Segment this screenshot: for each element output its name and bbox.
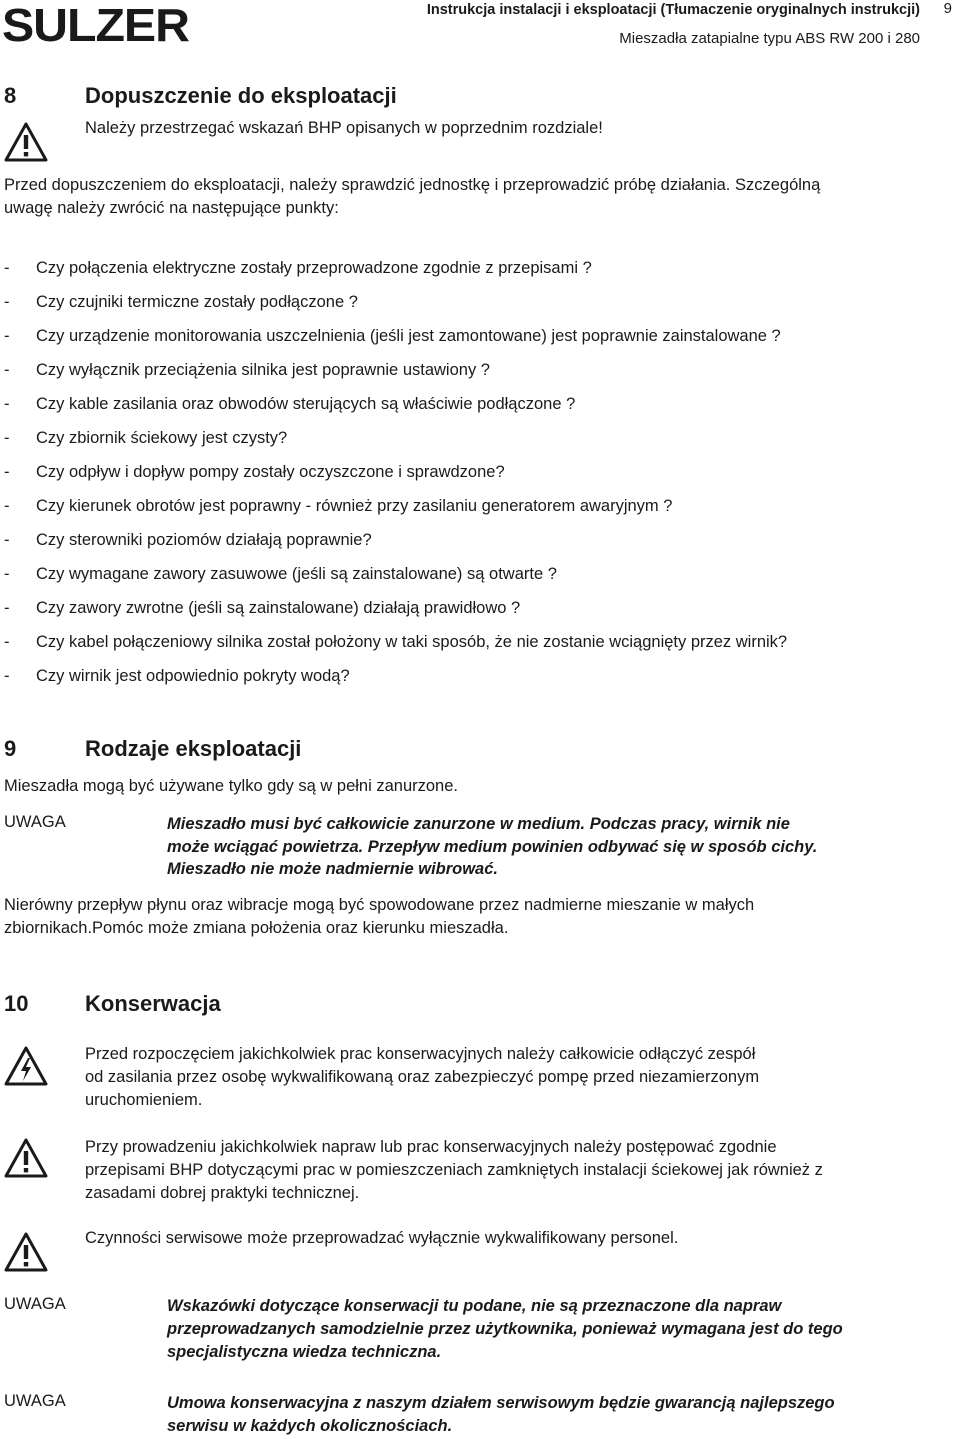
section-8-title: Dopuszczenie do eksploatacji [85,83,397,108]
section-8-warning-text: Należy przestrzegać wskazań BHP opisanych w poprzednim rozdziale! [85,119,603,137]
checklist-item: - Czy zbiornik ściekowy jest czysty? [4,429,288,447]
safety-warning-line: przepisami BHP dotyczącymi prac w pomieszczeniach zamkniętych instalacji ściekowej jak również z [85,1161,823,1179]
note-line: może wciągać powietrza. Przepływ medium powinien odbywać się w sposób cichy. [167,838,818,856]
checklist-item: - Czy urządzenie monitorowania uszczelnienia (jeśli jest zamontowane) jest poprawnie zainstalowane ? [4,327,781,345]
section-8-intro-line-2: uwagę należy zwrócić na następujące punkty: [4,199,339,217]
checklist-item: - Czy wyłącznik przeciążenia silnika jest poprawnie ustawiony ? [4,361,490,379]
sulzer-logo: SULZER [2,0,189,51]
page-number: 9 [943,0,952,17]
section-10-title: Konserwacja [85,991,221,1016]
section-10-number: 10 [4,991,29,1016]
checklist-item: - Czy połączenia elektryczne zostały przeprowadzone zgodnie z przepisami ? [4,259,592,277]
safety-warning-line: Przy prowadzeniu jakichkolwiek napraw lub prac konserwacyjnych należy postępować zgodnie [85,1138,777,1156]
safety-warning-line: zasadami dobrej praktyki technicznej. [85,1184,360,1202]
checklist [4,251,787,693]
personnel-warning: Czynności serwisowe może przeprowadzać wyłącznie wykwalifikowany personel. [85,1229,679,1247]
note-line: serwisu w każdych okolicznościach. [167,1417,453,1435]
checklist-item: - Czy czujniki termiczne zostały podłączone ? [4,293,358,311]
checklist-item: - Czy kabel połączeniowy silnika został położony w taki sposób, że nie zostanie wciągnięty przez wirnik? [4,633,788,651]
note-label: UWAGA [4,1295,66,1313]
section-9-title: Rodzaje eksploatacji [85,736,302,761]
note-line: specjalistyczna wiedza techniczna. [167,1343,442,1361]
note-line: Mieszadło nie może nadmiernie wibrować. [167,860,498,878]
electrical-hazard-icon [4,1046,48,1086]
section-8-intro-line-1: Przed dopuszczeniem do eksploatacji, należy sprawdzić jednostkę i przeprowadzić próbę działania. Szczególną [4,176,821,194]
section-9-intro: Mieszadła mogą być używane tylko gdy są w pełni zanurzone. [4,777,458,795]
checklist-item: - Czy wirnik jest odpowiednio pokryty wodą? [4,667,350,685]
note-line: Mieszadło musi być całkowicie zanurzone w medium. Podczas pracy, wirnik nie [167,815,790,833]
checklist-item: - Czy sterowniki poziomów działają poprawnie? [4,531,372,549]
note-line: przeprowadzanych samodzielnie przez użytkownika, ponieważ wymagana jest do tego [167,1320,843,1338]
document-title: Instrukcja instalacji i eksploatacji (Tłumaczenie oryginalnych instrukcji) [426,2,920,18]
checklist-item: - Czy odpływ i dopływ pompy zostały oczyszczone i sprawdzone? [4,463,505,481]
section-9-paragraph-line-1: Nierówny przepływ płynu oraz wibracje mogą być spowodowane przez nadmierne mieszanie w małych [4,896,755,914]
note-label: UWAGA [4,1392,66,1410]
checklist-item: - Czy kierunek obrotów jest poprawny - również przy zasilaniu generatorem awaryjnym ? [4,497,673,515]
warning-icon [4,1232,48,1272]
checklist-item: - Czy kable zasilania oraz obwodów sterujących są właściwie podłączone ? [4,395,576,413]
warning-icon [4,1138,48,1178]
warning-icon [4,122,48,162]
section-9-paragraph-line-2: zbiornikach.Pomóc może zmiana położenia oraz kierunku mieszadła. [4,919,509,937]
document-subtitle: Mieszadła zatapialne typu ABS RW 200 i 280 [619,30,920,47]
section-8-number: 8 [4,83,17,108]
checklist-item: - Czy wymagane zawory zasuwowe (jeśli są zainstalowane) są otwarte ? [4,565,557,583]
section-9-number: 9 [4,736,17,761]
note-line: Wskazówki dotyczące konserwacji tu podane, nie są przeznaczone dla napraw [167,1297,782,1315]
checklist-item: - Czy zawory zwrotne (jeśli są zainstalowane) działają prawidłowo ? [4,599,521,617]
electrical-warning-line: uruchomieniem. [85,1091,203,1109]
note-line: Umowa konserwacyjna z naszym działem serwisowym będzie gwarancją najlepszego [167,1394,835,1412]
electrical-warning-line: od zasilania przez osobę wykwalifikowaną oraz zabezpieczyć pompę przed niezamierzonym [85,1068,760,1086]
note-label: UWAGA [4,813,66,831]
electrical-warning-line: Przed rozpoczęciem jakichkolwiek prac konserwacyjnych należy całkowicie odłączyć zespół [85,1045,756,1063]
